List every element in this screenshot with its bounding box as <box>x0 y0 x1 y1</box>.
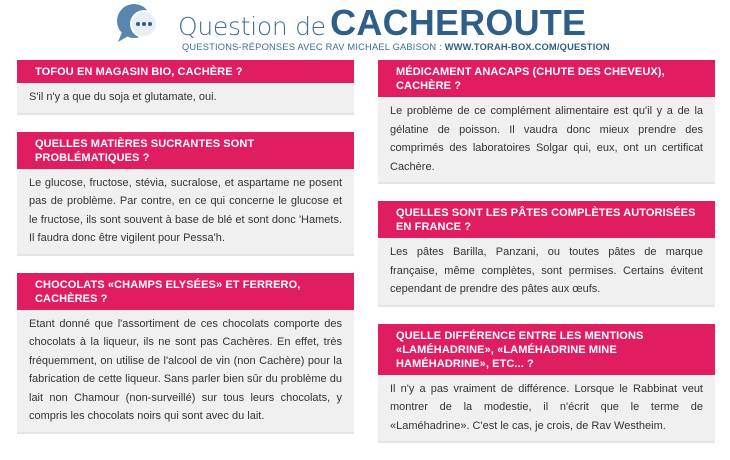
page-header <box>0 0 730 56</box>
question-heading: TOFOU EN MAGASIN BIO, CACHÈRE ? <box>17 60 354 83</box>
right-column <box>378 60 715 460</box>
answer-text: S'il n'y a que du soja et glutamate, oui. <box>17 83 354 115</box>
title-prefix: Question de <box>178 12 326 41</box>
qa-block <box>17 60 354 115</box>
question-heading: CHOCOLATS «CHAMPS ELYSÉES» ET FERRERO, CACHÈRES ? <box>17 273 354 310</box>
chat-bubble-icon <box>114 2 164 46</box>
answer-text: Les pâtes Barilla, Panzani, ou toutes pâtes de marque française, même complètes, sont permises. Certains évitent cependant de prendre des pâtes aux œufs. <box>378 238 715 307</box>
qa-block <box>378 60 715 184</box>
left-column <box>17 60 354 451</box>
qa-block <box>378 201 715 307</box>
answer-text: Le problème de ce complément alimentaire est qu'il y a de la gélatine de poisson. Il vaudra donc mieux prendre des comprimés des laboratoires Solgar qui, eux, ont un certificat Cachère. <box>378 97 715 184</box>
question-heading: MÉDICAMENT ANACAPS (CHUTE DES CHEVEUX), CACHÈRE ? <box>378 60 715 97</box>
page-title <box>178 2 586 44</box>
page-subtitle <box>182 42 610 52</box>
answer-text: Le glucose, fructose, stévia, sucralose, et aspartame ne posent pas de problème. Par contre, en ce qui concerne le glucose et le fructose, ils sont souvent à base de blé et sont donc 'Hamets. Il faudra donc être vigilent pour Pessa'h. <box>17 169 354 256</box>
subtitle-link[interactable]: WWW.TORAH-BOX.COM/QUESTION <box>444 42 610 52</box>
question-heading: QUELLE DIFFÉRENCE ENTRE LES MENTIONS «LAMÉHADRINE», «LAMÉHADRINE MINE HAMÉHADRINE», ETC... ? <box>378 324 715 375</box>
qa-block <box>378 324 715 444</box>
subtitle-text: QUESTIONS-RÉPONSES AVEC RAV MICHAEL GABISON : <box>182 42 445 52</box>
title-main: CACHEROUTE <box>330 2 587 43</box>
question-heading: QUELLES MATIÈRES SUCRANTES SONT PROBLÉMATIQUES ? <box>17 132 354 169</box>
answer-text: Etant donné que l'assortiment de ces chocolats comporte des chocolats à la liqueur, ils ne sont pas Cachères. En effet, très fréquemment, on utilise de l'alcool de vin (non Cachère) pour la fabrication de cette liqueur. Sans parler bien sûr du problème du lait non Chamour (non-surveillé) sur tous leurs chocolats, y compris les chocolats noirs qui sont avec du lait. <box>17 310 354 434</box>
question-heading: QUELLES SONT LES PÂTES COMPLÈTES AUTORISÉES EN FRANCE ? <box>378 201 715 238</box>
qa-block <box>17 273 354 434</box>
qa-block <box>17 132 354 256</box>
answer-text: Il n'y a pas vraiment de différence. Lorsque le Rabbinat veut montrer de la modestie, il n'écrit que le terme de «Laméhadrine». C'est le cas, je crois, de Rav Westheim. <box>378 375 715 444</box>
